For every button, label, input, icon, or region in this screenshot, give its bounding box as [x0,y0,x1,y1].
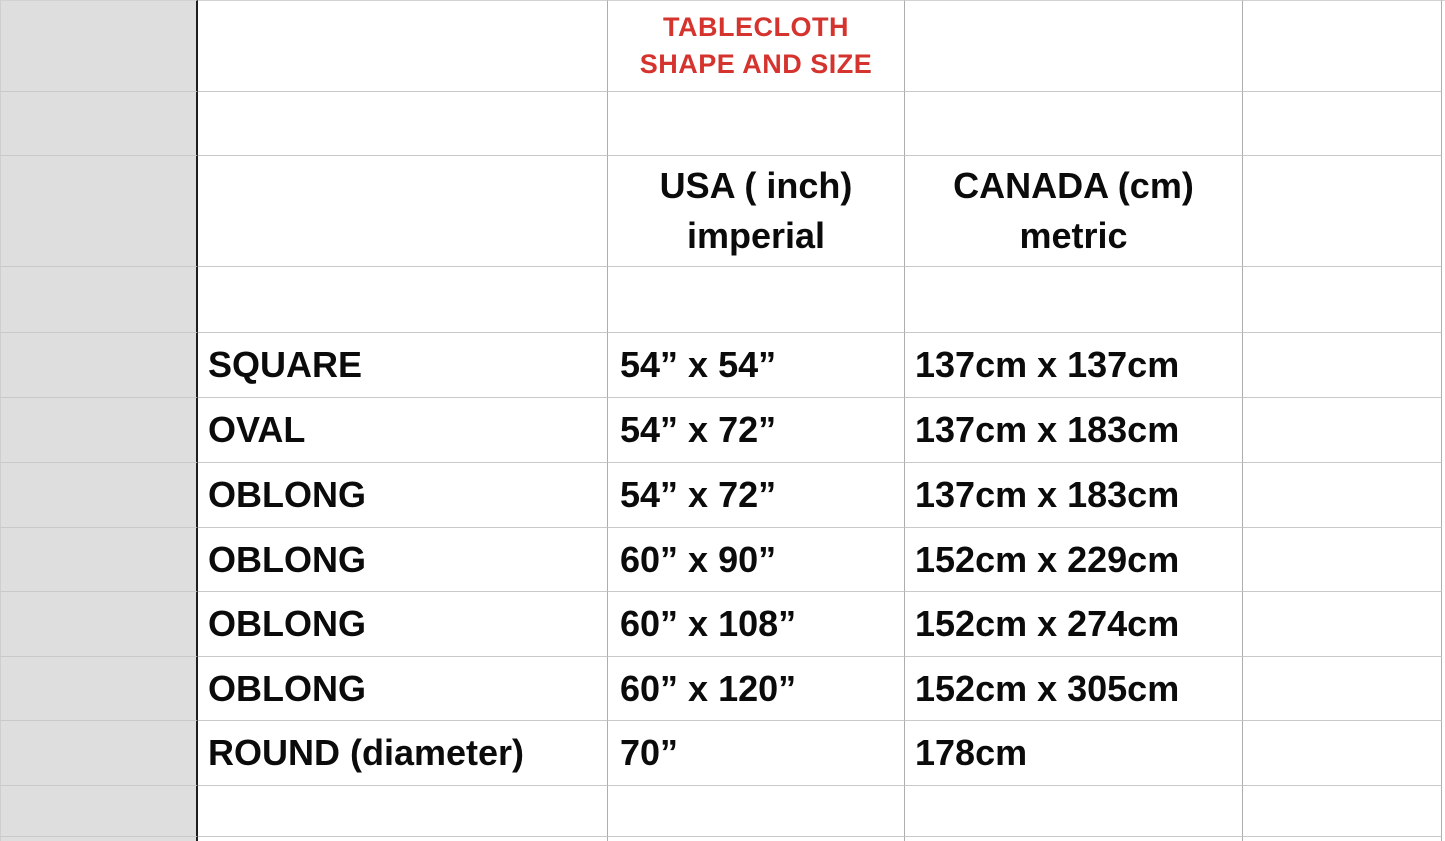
shape-cell: OBLONG [198,463,608,528]
empty-cell [905,837,1243,841]
empty-cell [905,267,1243,333]
row-header-gutter [0,837,198,841]
table-title-line2: SHAPE AND SIZE [639,49,873,79]
shape-cell: ROUND (diameter) [198,721,608,786]
empty-cell [198,837,608,841]
empty-cell [198,156,608,267]
empty-cell [608,786,905,837]
shape-cell: SQUARE [198,333,608,398]
canada-size-cell: 152cm x 229cm [905,528,1243,592]
table-row [0,721,1445,786]
canada-size-cell: 178cm [905,721,1243,786]
column-header-canada-line1: CANADA (cm) [953,165,1194,206]
row-header-gutter [0,721,198,786]
table-row [0,398,1445,463]
usa-size-cell: 70” [608,721,905,786]
row-header-gutter [0,398,198,463]
empty-cell [198,0,608,92]
empty-cell [198,786,608,837]
table-title-line1: TABLECLOTH [663,12,849,42]
shape-cell: OBLONG [198,528,608,592]
empty-cell [608,267,905,333]
table-row [0,333,1445,398]
canada-size-cell: 137cm x 137cm [905,333,1243,398]
row-header-gutter [0,463,198,528]
row-header-gutter [0,592,198,657]
table-row [0,528,1445,592]
empty-cell [1243,721,1442,786]
column-header-usa-line2: imperial [686,215,826,256]
empty-cell [1243,267,1442,333]
empty-cell [905,92,1243,156]
usa-size-cell: 54” x 72” [608,463,905,528]
empty-cell [1243,528,1442,592]
empty-cell [1243,92,1442,156]
empty-cell [198,92,608,156]
empty-cell [905,0,1243,92]
empty-cell [608,92,905,156]
empty-cell [1243,657,1442,721]
row-header-gutter [0,92,198,156]
table-header-row [0,156,1445,267]
row-header-gutter [0,333,198,398]
row-header-gutter [0,156,198,267]
usa-size-cell: 54” x 72” [608,398,905,463]
row-header-gutter [0,528,198,592]
column-header-usa-line1: USA ( inch) [659,165,853,206]
table-row [0,92,1445,156]
table-row [0,786,1445,837]
table-row [0,837,1445,841]
usa-size-cell: 60” x 120” [608,657,905,721]
shape-cell: OBLONG [198,657,608,721]
table-row [0,0,1445,92]
empty-cell [1243,0,1442,92]
usa-size-cell: 60” x 108” [608,592,905,657]
shape-cell: OBLONG [198,592,608,657]
table-row [0,463,1445,528]
row-header-gutter [0,267,198,333]
table-row [0,592,1445,657]
empty-cell [905,786,1243,837]
shape-cell: OVAL [198,398,608,463]
empty-cell [608,837,905,841]
empty-cell [1243,786,1442,837]
row-header-gutter [0,786,198,837]
table-title [608,0,905,92]
column-header-canada [905,156,1243,267]
row-header-gutter [0,0,198,92]
empty-cell [1243,156,1442,267]
table-row [0,267,1445,333]
canada-size-cell: 137cm x 183cm [905,463,1243,528]
column-header-canada-line2: metric [1019,215,1128,256]
usa-size-cell: 54” x 54” [608,333,905,398]
usa-size-cell: 60” x 90” [608,528,905,592]
empty-cell [1243,463,1442,528]
empty-cell [1243,837,1442,841]
table-row [0,657,1445,721]
row-header-gutter [0,657,198,721]
empty-cell [1243,398,1442,463]
column-header-usa [608,156,905,267]
empty-cell [1243,592,1442,657]
canada-size-cell: 137cm x 183cm [905,398,1243,463]
empty-cell [1243,333,1442,398]
canada-size-cell: 152cm x 305cm [905,657,1243,721]
empty-cell [198,267,608,333]
canada-size-cell: 152cm x 274cm [905,592,1243,657]
